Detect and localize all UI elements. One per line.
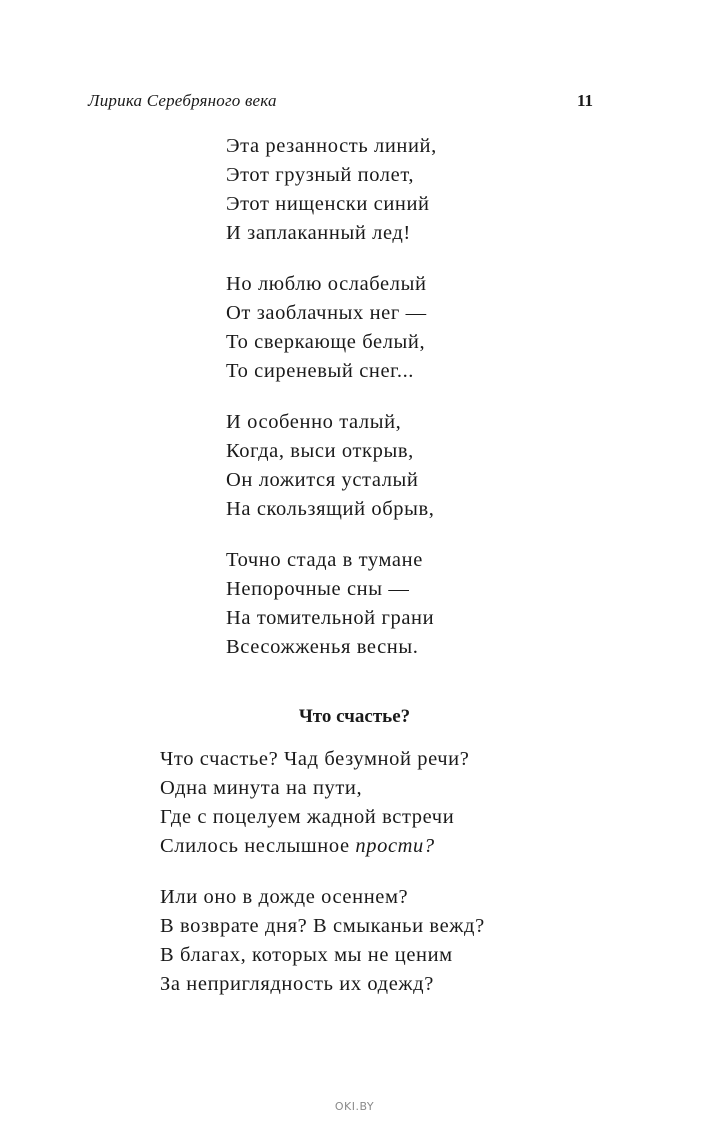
poem-continued [226, 132, 437, 684]
verse-line: Он ложится усталый [226, 469, 419, 491]
stanza [226, 546, 437, 662]
verse-line: Точно стада в тумане [226, 549, 423, 571]
verse-line: Этот грузный полет, [226, 164, 415, 186]
running-title: Лирика Серебряного века [88, 91, 277, 110]
verse-line-text: Слилось неслышное [160, 835, 356, 857]
italic-word: прости? [355, 835, 435, 857]
verse-line: В благах, которых мы не ценим [160, 944, 453, 966]
verse-line: За неприглядность их одежд? [160, 973, 434, 995]
verse-line: И заплаканный лед! [226, 222, 411, 244]
stanza [226, 408, 437, 524]
verse-line: На скользящий обрыв, [226, 498, 435, 520]
page-number: 11 [576, 91, 593, 110]
verse-line: Или оно в дожде осеннем? [160, 886, 409, 908]
verse-line: То сиреневый снег... [226, 360, 415, 382]
verse-line: Всесожженья весны. [226, 636, 419, 658]
verse-line: И особенно талый, [226, 411, 402, 433]
verse-line: Где с поцелуем жадной встречи [160, 806, 455, 828]
running-head [88, 91, 593, 115]
verse-line: Одна минута на пути, [160, 777, 363, 799]
verse-line: Этот нищенски синий [226, 193, 430, 215]
stanza [160, 745, 485, 861]
stanza [226, 270, 437, 386]
verse-line: На томительной грани [226, 607, 435, 629]
verse-line: Эта резанность линий, [226, 135, 437, 157]
verse-line [160, 832, 485, 861]
stanza [160, 883, 485, 999]
stanza [226, 132, 437, 248]
verse-line: Когда, выси открыв, [226, 440, 414, 462]
verse-line: Непорочные сны — [226, 578, 410, 600]
verse-line: В возврате дня? В смыканьи вежд? [160, 915, 485, 937]
verse-line: Но люблю ослабелый [226, 273, 427, 295]
verse-line: То сверкающе белый, [226, 331, 426, 353]
watermark: OKI.BY [334, 1100, 375, 1113]
poem-title: Что счастье? [298, 706, 411, 727]
verse-line: Что счастье? Чад безумной речи? [160, 748, 470, 770]
verse-line: От заоблачных нег — [226, 302, 427, 324]
poem-chto-schastye [160, 745, 485, 1021]
